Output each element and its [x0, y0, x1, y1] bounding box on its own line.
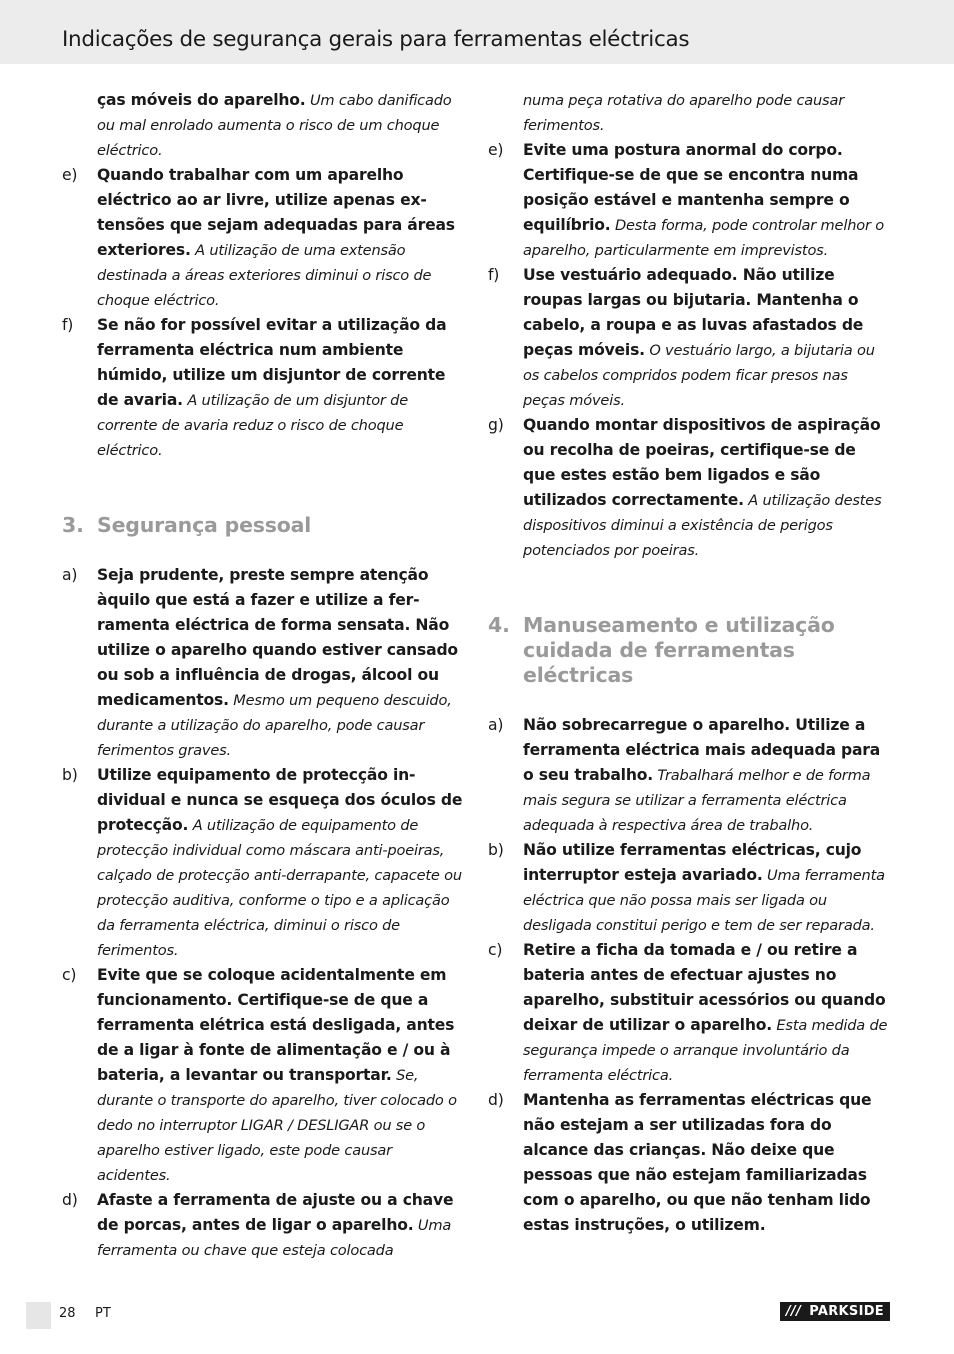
- list-item-b: [488, 838, 892, 938]
- item-label: f): [488, 266, 500, 284]
- item-bold-text: Evite que se coloque acidentalmente em funcionamento. Certifique-se de que a ferramenta elétrica está desligada, antes de a ligar à fonte de alimentação e / ou à bateria, a levantar ou transportar.: [97, 966, 455, 1084]
- section-number: 4.: [488, 613, 510, 637]
- list-item-continued: numa peça rotativa do aparelho pode causar ferimentos.: [523, 92, 844, 134]
- item-italic-text: Uma ferramenta ou chave que esteja colocada: [97, 1217, 452, 1259]
- item-label: b): [488, 841, 504, 859]
- list-item-d: [488, 1088, 892, 1238]
- item-bold-text: Evite uma postura anormal do corpo. Certifique-se de que se encontra numa posição estável e mantenha sempre o equilíbrio.: [523, 141, 859, 234]
- item-bold-text: Seja prudente, preste sempre atenção àquilo que está a fazer e utilize a ferramenta eléctrica de forma sensata. Não utilize o aparelho quando estiver cansado ou sob a influência de drogas, álcool ou medicamentos.: [97, 566, 458, 709]
- item-italic-text: A utilização de um disjuntor de corrente de avaria reduz o risco de choque eléctrico.: [97, 392, 409, 459]
- item-bold-text: Mantenha as ferramentas eléctricas que não estejam a ser utilizadas fora do alcance das crianças. Não deixe que pessoas que não estejam familiarizadas com o aparelho, ou que não tenham lido estas instruções, o utilizem.: [523, 1091, 872, 1234]
- item-bold-text: Retire a ficha da tomada e / ou retire a bateria antes de efectuar ajustes no aparelho, substituir acessórios ou quando deixar de utilizar o aparelho.: [523, 941, 886, 1034]
- item-italic-text: Se, durante o transporte do aparelho, tiver colocado o dedo no interruptor LIGAR / DESLIGAR ou se o aparelho estiver ligado, este pode causar acidentes.: [97, 1067, 457, 1184]
- item-italic-text: Uma ferramenta eléctrica que não possa mais ser ligada ou desligada constitui perigo e tem de ser reparada.: [523, 867, 885, 934]
- item-bold-text: Afaste a ferramenta de ajuste ou a chave de porcas, antes de ligar o aparelho.: [97, 1191, 454, 1234]
- list-item-f: [488, 263, 892, 413]
- item-italic-text: O vestuário largo, a bijutaria ou os cabelos compridos podem ficar presos nas peças móveis.: [523, 342, 875, 409]
- item-italic-text: A utilização de equipamento de protecção individual como máscara anti-poeiras, calçado de protecção anti-derrapante, capacete ou protecção auditiva, conforme o tipo e a aplicação da ferramenta eléctrica, diminui o risco de ferimentos.: [97, 817, 462, 959]
- item-label: e): [62, 166, 78, 184]
- item-bold-text: Quando trabalhar com um aparelho eléctrico ao ar livre, utilize apenas extensões que sejam adequadas para áreas exteriores.: [97, 166, 455, 259]
- item-label: c): [488, 941, 503, 959]
- item-italic-text: Mesmo um pequeno descuido, durante a utilização do aparelho, pode causar ferimentos graves.: [97, 692, 452, 759]
- section-number: 3.: [62, 513, 84, 537]
- list-item-c: [62, 963, 466, 1188]
- language-code: PT: [95, 1306, 111, 1321]
- list-item-continued: [62, 88, 466, 163]
- logo-text: PARKSIDE: [809, 1304, 884, 1319]
- item-label: c): [62, 966, 77, 984]
- item-label: f): [62, 316, 74, 334]
- list-item-e: [62, 163, 466, 313]
- page-marker-box: [26, 1302, 51, 1329]
- left-column: [62, 88, 466, 1263]
- parkside-logo: [780, 1302, 890, 1321]
- item-label: a): [488, 716, 504, 734]
- item-italic-text: Trabalhará melhor e de forma mais segura se utilizar a ferramenta eléctrica adequada à respectiva área de trabalho.: [523, 767, 871, 834]
- item-italic-text: Desta forma, pode controlar melhor o aparelho, particularmente em imprevistos.: [523, 217, 884, 259]
- page-title: Indicações de segurança gerais para ferramentas eléctricas: [62, 27, 690, 52]
- logo-slashes: ///: [786, 1304, 802, 1319]
- list-item-d: [62, 1188, 466, 1263]
- item-label: b): [62, 766, 78, 784]
- list-item-f: [62, 313, 466, 463]
- item-bold-text: Utilize equipamento de protecção individual e nunca se esqueça dos óculos de protecção.: [97, 766, 463, 834]
- item-bold-text: Quando montar dispositivos de aspiração ou recolha de poeiras, certifique-se de que estes estão bem ligados e são utilizados correctamente.: [523, 416, 881, 509]
- item-bold-text: Se não for possível evitar a utilização da ferramenta eléctrica num ambiente húmido, utilize um disjuntor de corrente de avaria.: [97, 316, 447, 409]
- section-title: Segurança pessoal: [97, 513, 312, 537]
- list-item-a: [488, 713, 892, 838]
- item-label: d): [62, 1191, 78, 1209]
- item-italic-text: Um cabo danificado ou mal enrolado aumenta o risco de um choque eléctrico.: [97, 92, 452, 159]
- list-item-a: [62, 563, 466, 763]
- section-heading-3: [62, 513, 466, 538]
- list-item-c: [488, 938, 892, 1088]
- item-label: g): [488, 416, 504, 434]
- item-italic-text: A utilização destes dispositivos diminui a existência de perigos potenciados por poeiras.: [523, 492, 882, 559]
- item-label: a): [62, 566, 78, 584]
- page-header: [0, 0, 954, 64]
- list-item-g: [488, 413, 892, 563]
- list-item-e: [488, 138, 892, 263]
- item-label: d): [488, 1091, 504, 1109]
- item-label: e): [488, 141, 504, 159]
- section-title: Manuseamento e utilização cuidada de ferramentas eléctricas: [523, 613, 835, 687]
- item-bold-text: Não sobrecarregue o aparelho. Utilize a ferramenta eléctrica mais adequada para o seu trabalho.: [523, 716, 881, 784]
- page-number: 28: [59, 1306, 76, 1321]
- item-bold-text: Não utilize ferramentas eléctricas, cujo interruptor esteja avariado.: [523, 841, 862, 884]
- list-item-b: [62, 763, 466, 963]
- section-heading-4: [488, 613, 863, 688]
- item-bold-text: Use vestuário adequado. Não utilize roupas largas ou bijutaria. Mantenha o cabelo, a roupa e as luvas afastados de peças móveis.: [523, 266, 864, 359]
- item-italic-text: Esta medida de segurança impede o arranque involuntário da ferramenta eléctrica.: [523, 1017, 888, 1084]
- item-bold-text: ças móveis do aparelho.: [97, 91, 306, 109]
- right-column: [488, 88, 892, 1238]
- item-italic-text: A utilização de uma extensão destinada a áreas exteriores diminui o risco de choque eléctrico.: [97, 242, 432, 309]
